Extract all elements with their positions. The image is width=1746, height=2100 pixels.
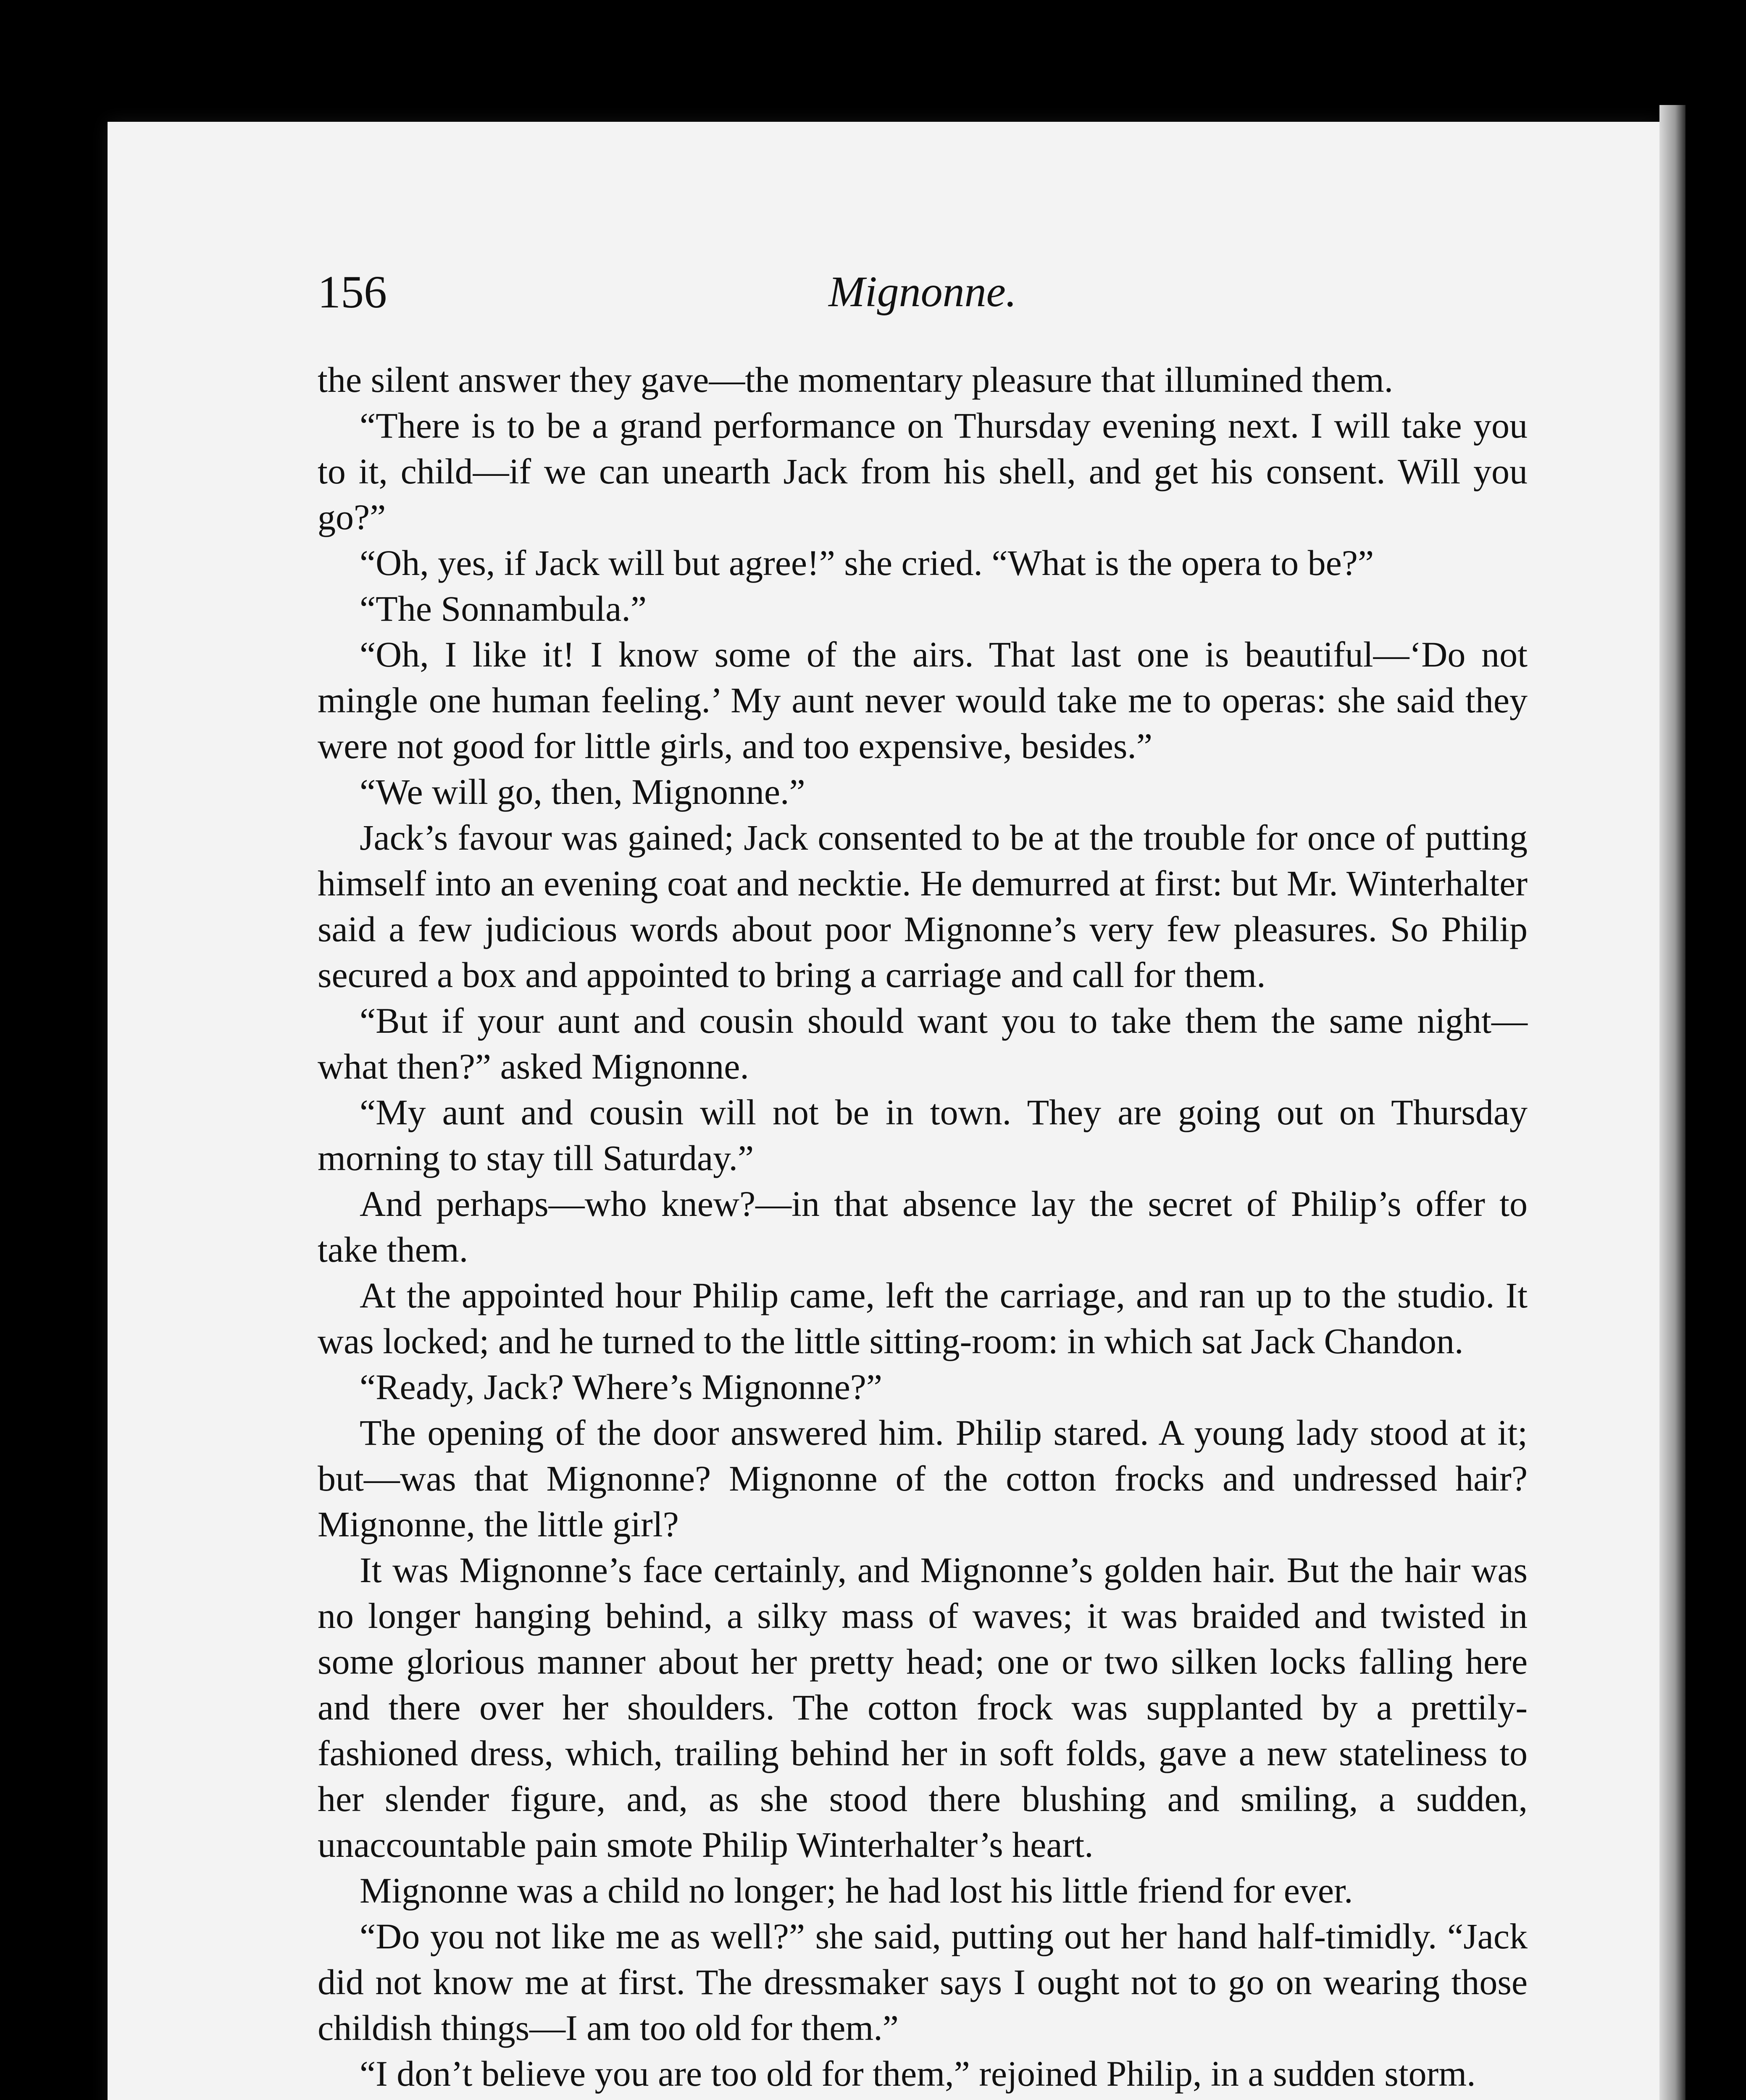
- paragraph: “Do you not like me as well?” she said, putting out her hand half-timidly. “Jack did not know me at first. The dressmaker says I ought not to go on wearing those childish things—I am too old for them.”: [318, 1916, 1528, 2048]
- paragraph: It was Mignonne’s face certainly, and Mignonne’s golden hair. But the hair was no longer hanging behind, a silky mass of waves; it was braided and twisted in some glorious manner about her pretty head; one or two silken locks falling here and there over her shoulders. The cotton frock was supplanted by a prettily-fashioned dress, which, trailing behind her in soft folds, gave a new stateliness to her slender figure, and, as she stood there blushing and smiling, a sudden, unaccountable pain smote Philip Winterhalter’s heart.: [318, 1550, 1528, 1865]
- paragraph: And perhaps—who knew?—in that absence lay the secret of Philip’s offer to take them.: [318, 1184, 1528, 1270]
- paragraph: The opening of the door answered him. Philip stared. A young lady stood at it; but—was that Mignonne? Mignonne of the cotton frocks and undressed hair? Mignonne, the little girl?: [318, 1412, 1528, 1544]
- paragraph: “Oh, I like it! I know some of the airs. That last one is beautiful—‘Do not mingle one human feeling.’ My aunt never would take me to operas: she said they were not good for little girls, and too expensive, besides.”: [318, 634, 1528, 766]
- paragraph: “There is to be a grand performance on Thursday evening next. I will take you to it, child—if we can unearth Jack from his shell, and get his consent. Will you go?”: [318, 405, 1528, 537]
- running-title: Mignonne.: [828, 268, 1017, 316]
- body-text: [318, 357, 1528, 2097]
- page-header: [318, 252, 1528, 319]
- paragraph: “My aunt and cousin will not be in town. They are going out on Thursday morning to stay till Saturday.”: [318, 1092, 1528, 1178]
- paragraph: “Ready, Jack? Where’s Mignonne?”: [360, 1367, 883, 1407]
- paragraph: At the appointed hour Philip came, left the carriage, and ran up to the studio. It was locked; and he turned to the little sitting-room: in which sat Jack Chandon.: [318, 1275, 1528, 1361]
- paragraph: “But if your aunt and cousin should want you to take them the same night—what then?” asked Mignonne.: [318, 1000, 1528, 1087]
- paragraph: “Oh, yes, if Jack will but agree!” she cried. “What is the opera to be?”: [360, 543, 1374, 583]
- paragraph: “I don’t believe you are too old for them,” rejoined Philip, in a sudden storm.: [360, 2053, 1476, 2094]
- paragraph: “We will go, then, Mignonne.”: [360, 772, 805, 812]
- paragraph: Jack’s favour was gained; Jack consented to be at the trouble for once of putting himself into an evening coat and necktie. He demurred at first: but Mr. Winterhalter said a few judicious words about poor Mignonne’s very few pleasures. So Philip secured a box and appointed to bring a carriage and call for them.: [318, 817, 1528, 995]
- page-number: 156: [318, 266, 387, 318]
- paragraph: the silent answer they gave—the momentary pleasure that illumined them.: [318, 360, 1394, 400]
- paragraph: “The Sonnambula.”: [360, 588, 647, 629]
- paragraph: Mignonne was a child no longer; he had lost his little friend for ever.: [360, 1870, 1353, 1911]
- facing-page-edge: [1659, 105, 1686, 2100]
